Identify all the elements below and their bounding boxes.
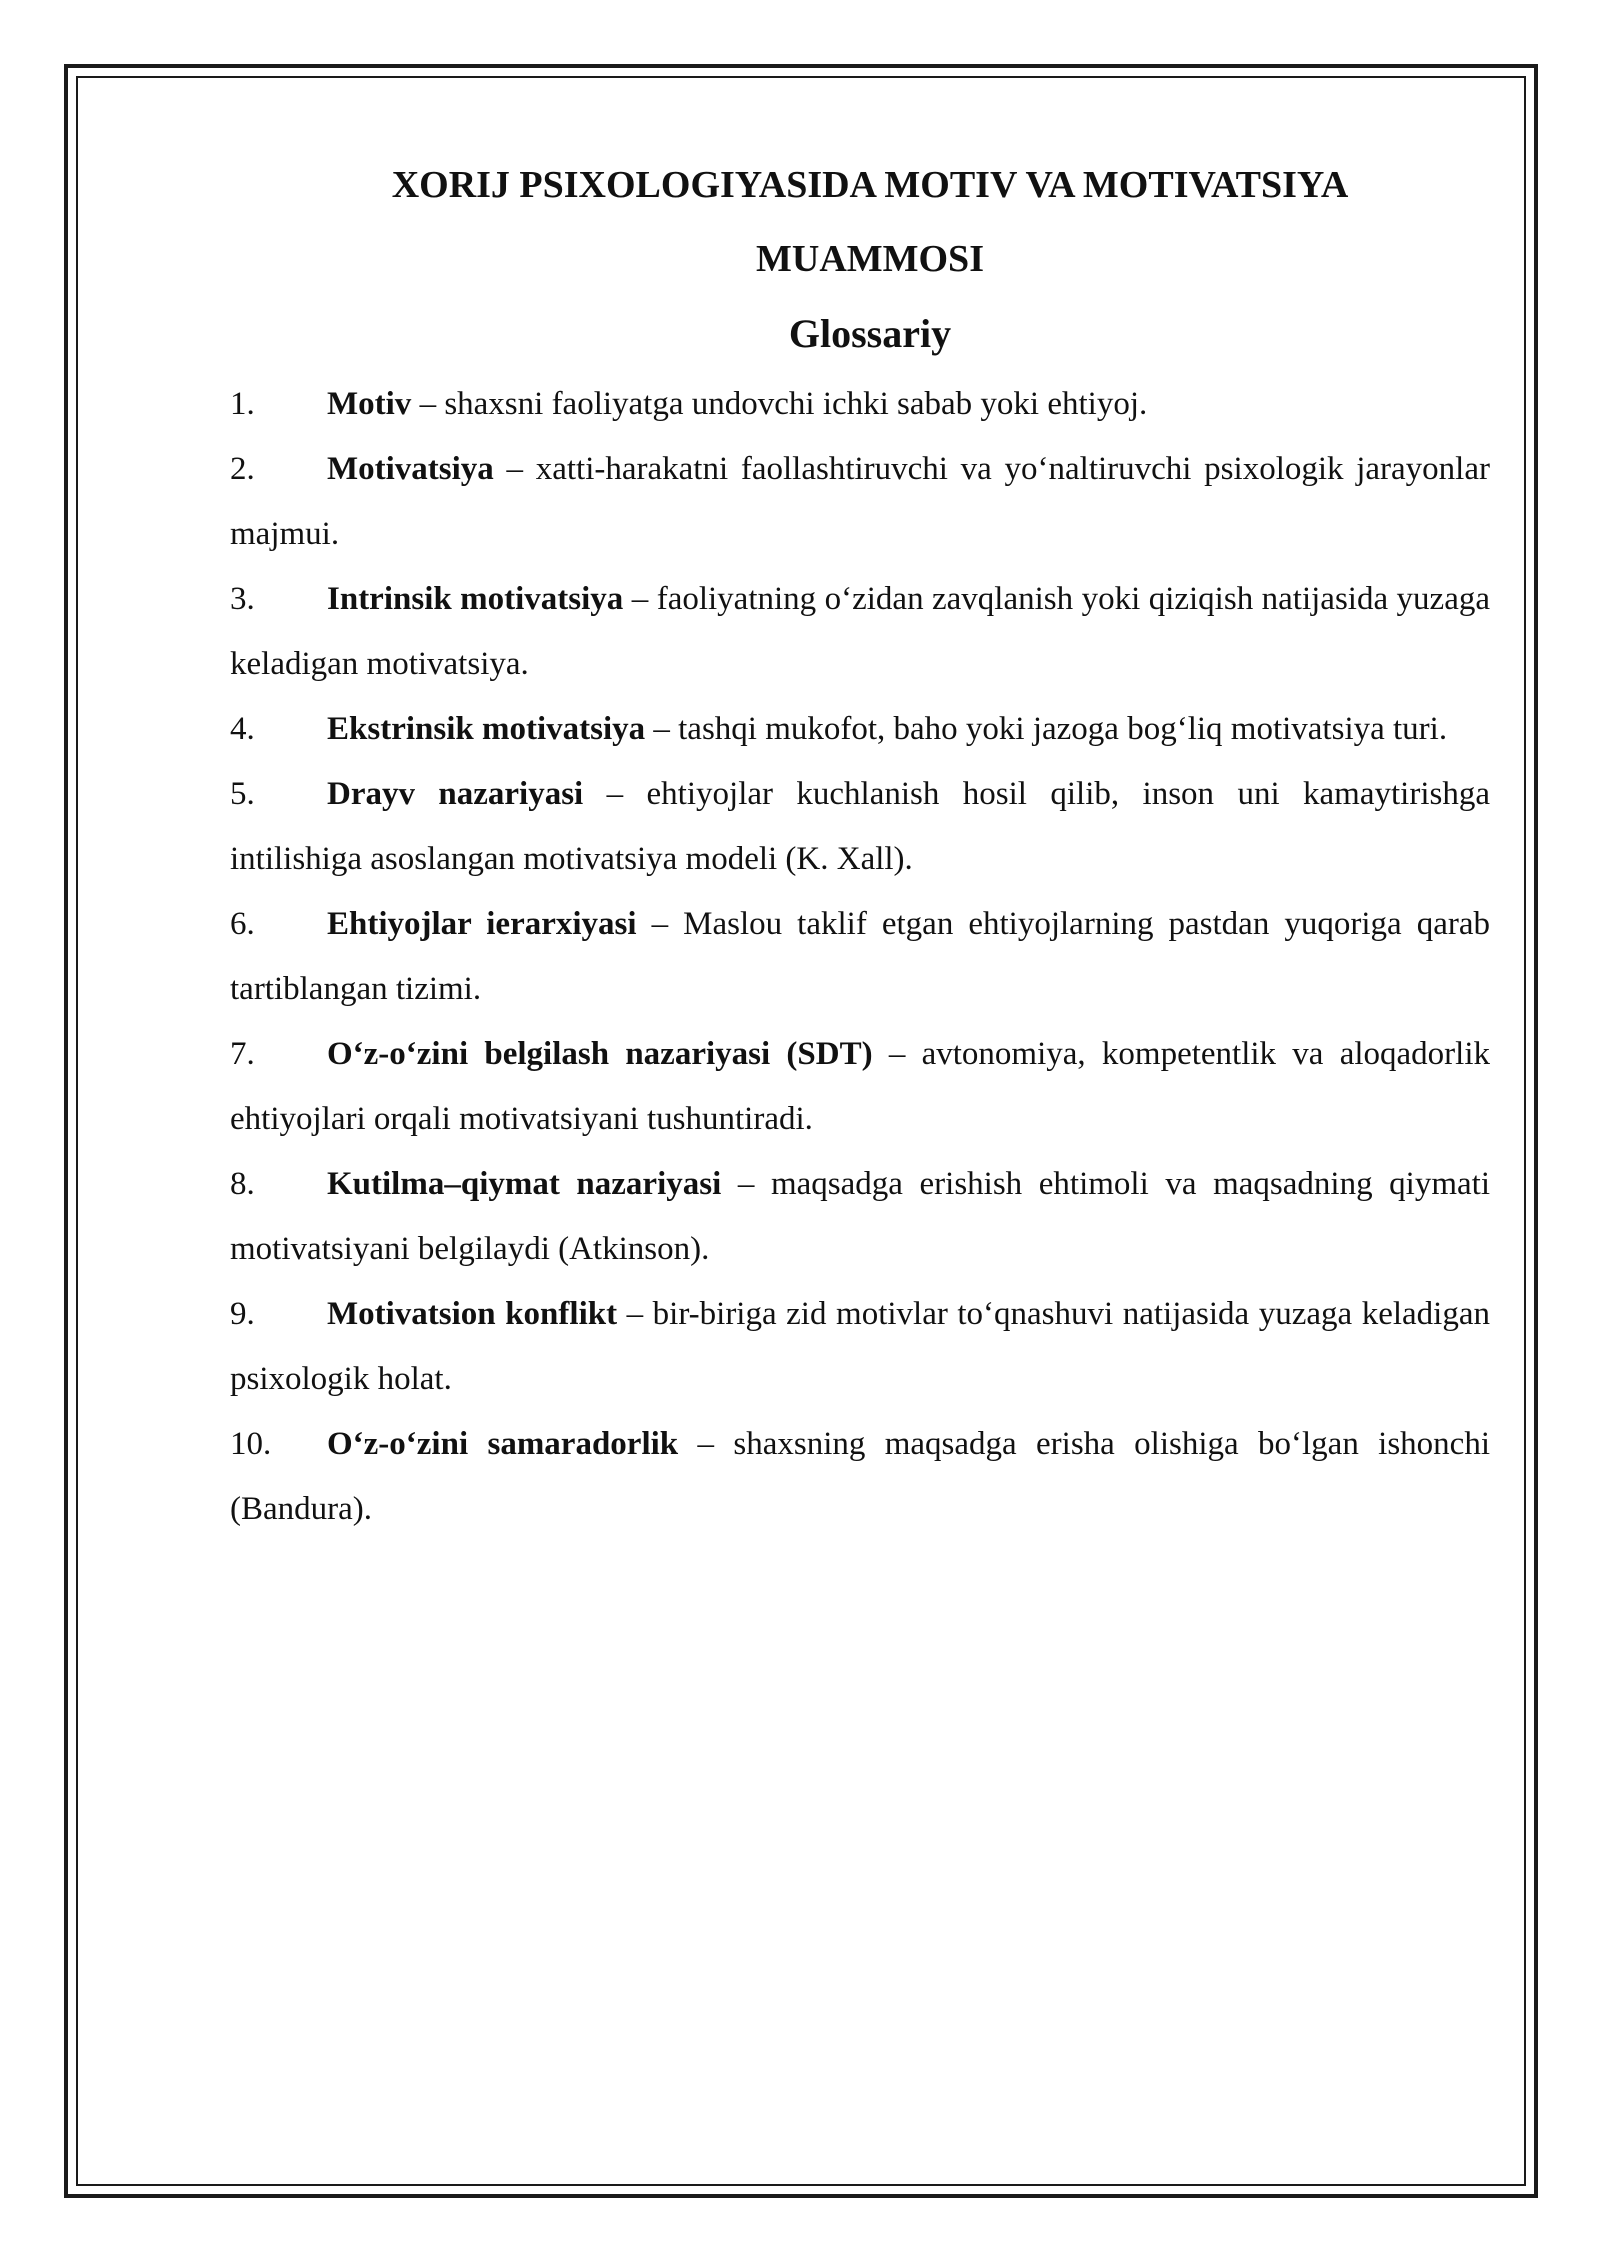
glossary-entry: [230, 372, 1490, 437]
entry-term: Ekstrinsik motivatsiya: [327, 711, 646, 747]
entry-definition: – bir-biriga zid motivlar to‘qnashuvi natijasida yuzaga keladigan psixologik holat.: [230, 1296, 1490, 1397]
entry-term: Motivatsiya: [327, 451, 494, 487]
entry-definition: – faoliyatning o‘zidan zavqlanish yoki qiziqish natijasida yuzaga keladigan motivatsiya.: [230, 581, 1490, 682]
glossary-entry: [230, 892, 1490, 1022]
entry-definition: – avtonomiya, kompetentlik va aloqadorlik ehtiyojlari orqali motivatsiyani tushuntiradi.: [230, 1036, 1490, 1137]
document-title-line-1: XORIJ PSIXOLOGIYASIDA MOTIV VA MOTIVATSIYA: [391, 164, 1349, 206]
entry-definition: – ehtiyojlar kuchlanish hosil qilib, inson uni kamaytirishga intilishiga asoslangan motivatsiya modeli (K. Xall).: [230, 776, 1490, 877]
entry-definition: – Maslou taklif etgan ehtiyojlarning pastdan yuqoriga qarab tartiblangan tizimi.: [230, 906, 1490, 1007]
entry-definition: – shaxsning maqsadga erisha olishiga bo‘lgan ishonchi (Bandura).: [230, 1426, 1491, 1527]
entry-number: 8.: [230, 1166, 255, 1202]
glossary-entry: [230, 1022, 1490, 1152]
entry-number: 3.: [230, 581, 255, 617]
glossary-list: [230, 372, 1490, 1542]
entry-definition: – xatti-harakatni faollashtiruvchi va yo‘naltiruvchi psixologik jarayonlar majmui.: [230, 451, 1490, 552]
entry-definition: – shaxsni faoliyatga undovchi ichki sabab yoki ehtiyoj.: [411, 386, 1148, 422]
entry-term: Drayv nazariyasi: [327, 776, 584, 812]
entry-number: 9.: [230, 1296, 255, 1332]
document-body: [230, 148, 1490, 1542]
entry-number: 10.: [230, 1426, 272, 1462]
glossary-entry: [230, 1412, 1490, 1542]
entry-number: 4.: [230, 711, 255, 747]
entry-term: Motivatsion konflikt: [327, 1296, 618, 1332]
entry-number: 6.: [230, 906, 255, 942]
glossary-entry: [230, 697, 1490, 762]
entry-term: O‘z-o‘zini belgilash nazariyasi (SDT): [327, 1036, 873, 1072]
glossary-entry: [230, 1282, 1490, 1412]
entry-term: Intrinsik motivatsiya: [327, 581, 624, 617]
entry-number: 1.: [230, 386, 255, 422]
glossary-entry: [230, 762, 1490, 892]
document-title-line-2: MUAMMOSI: [756, 238, 984, 280]
entry-definition: – maqsadga erishish ehtimoli va maqsadning qiymati motivatsiyani belgilaydi (Atkinson).: [230, 1166, 1490, 1267]
entry-term: Ehtiyojlar ierarxiyasi: [327, 906, 637, 942]
entry-term: Motiv: [327, 386, 412, 422]
glossary-entry: [230, 437, 1490, 567]
entry-term: O‘z-o‘zini samaradorlik: [327, 1426, 679, 1462]
entry-number: 2.: [230, 451, 255, 487]
glossary-entry: [230, 567, 1490, 697]
entry-number: 5.: [230, 776, 255, 812]
entry-number: 7.: [230, 1036, 255, 1072]
entry-term: Kutilma–qiymat nazariyasi: [327, 1166, 722, 1202]
glossary-heading: Glossariy: [788, 311, 952, 356]
glossary-entry: [230, 1152, 1490, 1282]
entry-definition: – tashqi mukofot, baho yoki jazoga bog‘liq motivatsiya turi.: [645, 711, 1448, 747]
